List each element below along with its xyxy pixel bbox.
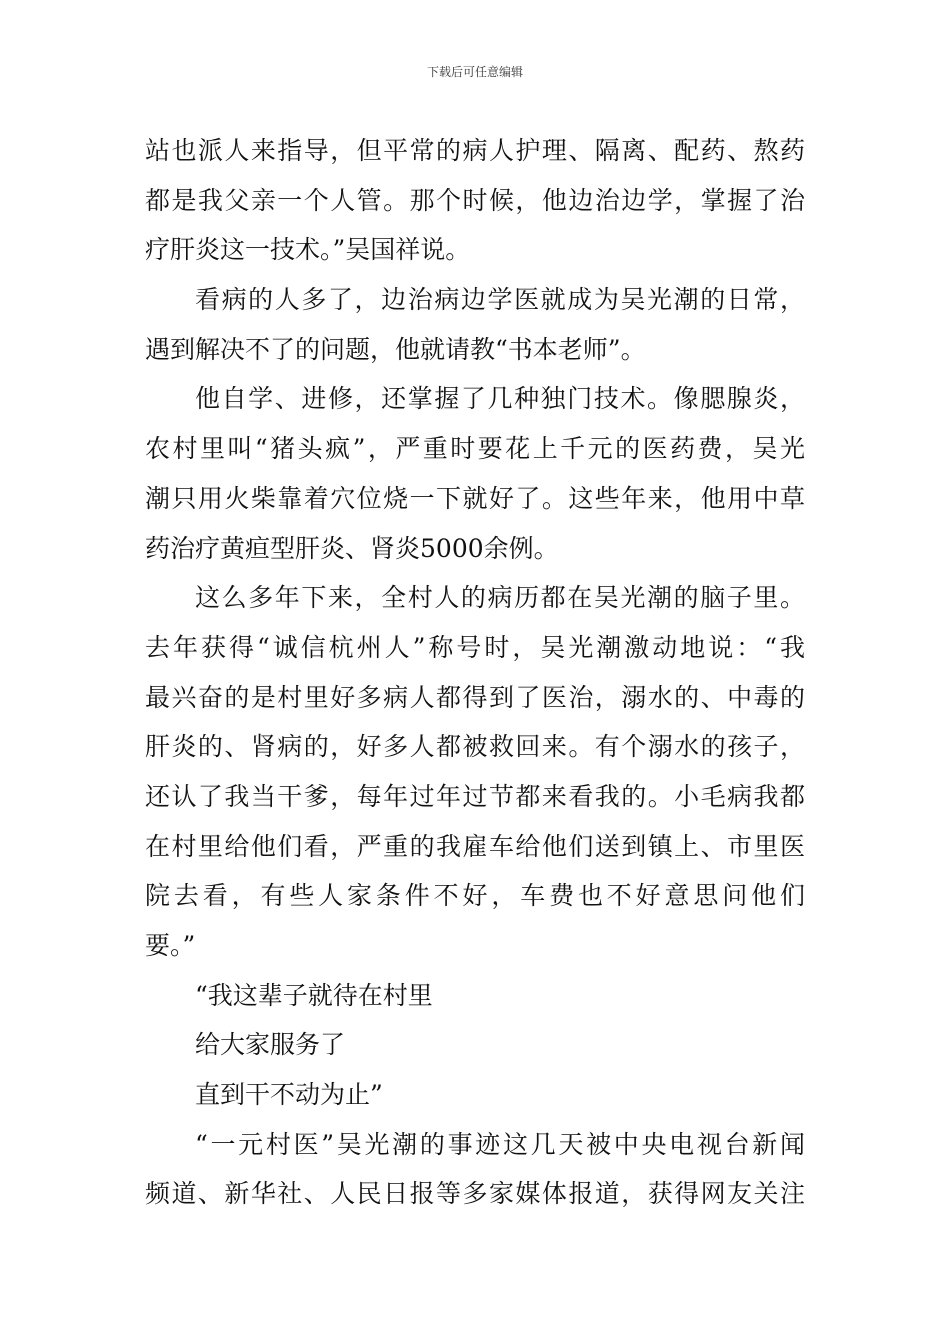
text-line: 最兴奋的是村里好多病人都得到了医治，溺水的、中毒的 (145, 682, 805, 712)
article-body (145, 126, 805, 1219)
text-line: 看病的人多了，边治病边学医就成为吴光潮的日常， (195, 285, 805, 315)
text-line: 给大家服务了 (195, 1030, 346, 1060)
text-line: 要。” (145, 931, 196, 960)
text-line: 去年获得“诚信杭州人”称号时，吴光潮激动地说：“我 (145, 632, 805, 662)
text-line: 农村里叫“猪头疯”，严重时要花上千元的医药费，吴光 (145, 434, 805, 464)
text-line: “一元村医”吴光潮的事迹这几天被中央电视台新闻 (195, 1129, 805, 1159)
page-header-note: 下载后可任意编辑 (426, 65, 523, 79)
text-line: 还认了我当干爹，每年过年过节都来看我的。小毛病我都 (145, 781, 805, 811)
text-line: 遇到解决不了的问题，他就请教“书本老师”。 (145, 334, 646, 364)
text-line: 药治疗黄疸型肝炎、肾炎5000余例。 (145, 533, 559, 563)
text-line: 肝炎的、肾病的，好多人都被救回来。有个溺水的孩子， (145, 732, 805, 762)
text-line: 潮只用火柴靠着穴位烧一下就好了。这些年来，他用中草 (145, 483, 805, 513)
text-line: 频道、新华社、人民日报等多家媒体报道，获得网友关注 (145, 1179, 805, 1209)
text-line: 院去看，有些人家条件不好，车费也不好意思问他们 (145, 881, 805, 911)
text-line: 站也派人来指导，但平常的病人护理、隔离、配药、熬药 (145, 136, 805, 165)
text-line: 他自学、进修，还掌握了几种独门技术。像腮腺炎， (195, 384, 805, 414)
text-line: “我这辈子就待在村里 (195, 980, 433, 1010)
text-line: 都是我父亲一个人管。那个时候，他边治边学，掌握了治 (145, 185, 805, 215)
text-line: 在村里给他们看，严重的我雇车给他们送到镇上、市里医 (145, 831, 805, 861)
text-line: 疗肝炎这一技术。”吴国祥说。 (145, 235, 471, 265)
text-line: 直到干不动为止” (195, 1080, 383, 1110)
text-line: 这么多年下来，全村人的病历都在吴光潮的脑子里。 (195, 583, 805, 613)
